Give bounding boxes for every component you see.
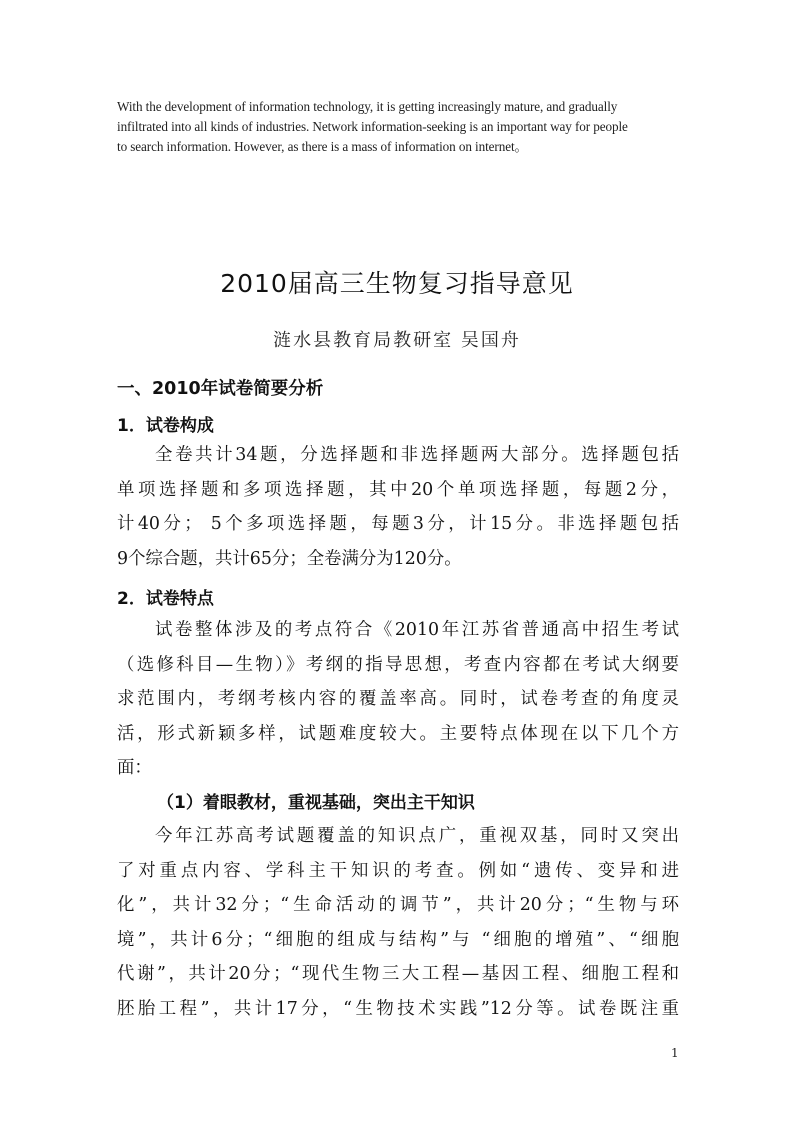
paragraph-line: 活，形式新颖多样，试题难度较大。主要特点体现在以下几个方 [117,723,679,744]
document-title: 2010届高三生物复习指导意见 [220,269,574,298]
paragraph-exam-structure [117,438,679,576]
paragraph-line: 试卷整体涉及的考点符合《2010年江苏省普通高中招生考试 [155,620,679,640]
page-number: 1 [671,1046,679,1060]
paragraph-exam-features [117,613,679,786]
subsubsection-heading-focus-on-textbook: （1）着眼教材，重视基础，突出主干知识 [157,793,475,813]
english-abstract [117,97,679,157]
paragraph-line: 计40分； 5个多项选择题，每题3分，计15分。非选择题包括 [117,514,679,534]
paragraph-line: 今年江苏高考试题覆盖的知识点广，重视双基，同时又突出 [155,826,679,846]
paragraph-line: 面： [117,758,152,778]
subsection-heading-exam-structure: 1．试卷构成 [117,416,214,436]
paragraph-line: 化”，共计32分；“生命活动的调节”，共计20分；“生物与环 [117,895,679,915]
document-author: 涟水县教育局教研室 吴国舟 [273,330,521,351]
abstract-line: infiltrated into all kinds of industries. Network information-seeking is an important way for people [117,119,628,134]
paragraph-line: 了对重点内容、学科主干知识的考查。例如“遗传、变异和进 [117,860,679,881]
paragraph-line: 胚胎工程”，共计17分，“生物技术实践”12分等。试卷既注重 [117,998,679,1019]
paragraph-line: 9个综合题，共计65分；全卷满分为120分。 [117,548,462,569]
paragraph-line: 境”，共计6分；“细胞的组成与结构”与 “细胞的增殖”、“细胞 [117,929,679,950]
paragraph-focus-on-textbook [117,819,679,1026]
subsection-heading-exam-features: 2．试卷特点 [117,589,214,609]
abstract-line: to search information. However, as there is a mass of information on internet。 [117,139,528,154]
paragraph-line: 单项选择题和多项选择题，其中20个单项选择题，每题2分， [117,479,679,500]
abstract-line: With the development of information technology, it is getting increasingly mature, and gradually [117,99,618,114]
section-heading: 一、2010年试卷简要分析 [117,379,324,399]
paragraph-line: （选修科目—生物）》考纲的指导思想，考查内容都在考试大纲要 [117,654,679,675]
paragraph-line: 全卷共计34题，分选择题和非选择题两大部分。选择题包括 [155,445,679,465]
paragraph-line: 求范围内，考纲考核内容的覆盖率高。同时，试卷考查的角度灵 [117,689,679,709]
paragraph-line: 代谢”，共计20分；“现代生物三大工程—基因工程、细胞工程和 [117,964,679,984]
